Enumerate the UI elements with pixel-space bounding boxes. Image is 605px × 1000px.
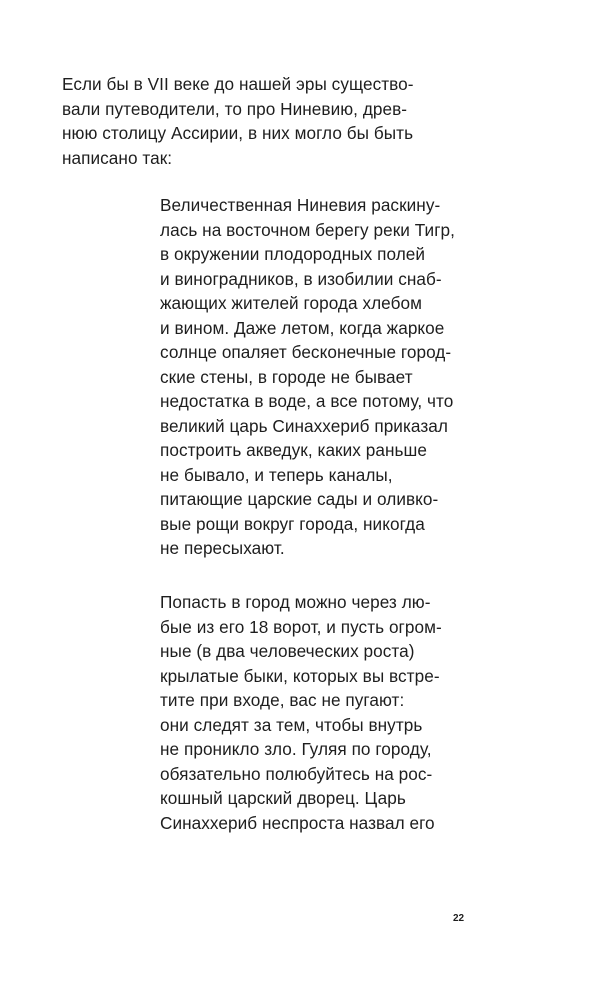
text-line: вали путеводители, то про Ниневию, древ- bbox=[62, 98, 408, 119]
text-line: жающих жителей города хлебом bbox=[160, 293, 422, 313]
text-line: и вином. Даже летом, когда жаркое bbox=[160, 317, 445, 338]
page-number: 22 bbox=[453, 913, 465, 924]
text-line: вые рощи вокруг города, никогда bbox=[160, 513, 425, 534]
text-line: не пересыхают. bbox=[160, 538, 285, 558]
text-line: великий царь Синаххериб приказал bbox=[160, 415, 448, 436]
quote-paragraph-1 bbox=[160, 193, 480, 561]
intro-paragraph bbox=[62, 72, 482, 170]
text-line: кошный царский дворец. Царь bbox=[160, 788, 406, 808]
quote-paragraph-2 bbox=[160, 590, 480, 835]
text-line: написано так: bbox=[62, 147, 173, 168]
text-line: лась на восточном берегу реки Тигр, bbox=[160, 219, 455, 240]
text-line: не проникло зло. Гуляя по городу, bbox=[160, 739, 432, 759]
text-line: нюю столицу Ассирии, в них могло бы быть bbox=[62, 123, 414, 143]
text-line: в окружении плодородных полей bbox=[160, 244, 426, 264]
text-line: Попасть в город можно через лю- bbox=[160, 592, 431, 612]
text-line: Если бы в VII веке до нашей эры существо- bbox=[62, 74, 414, 94]
text-line: не бывало, и теперь каналы, bbox=[160, 464, 393, 485]
text-line: ные (в два человеческих роста) bbox=[160, 641, 415, 661]
text-line: ские стены, в городе не бывает bbox=[160, 366, 413, 387]
text-line: крылатые быки, которых вы встре- bbox=[160, 665, 440, 686]
text-line: питающие царские сады и оливко- bbox=[160, 489, 439, 509]
text-line: они следят за тем, чтобы внутрь bbox=[160, 714, 423, 735]
text-line: бые из его 18 ворот, и пусть огром- bbox=[160, 616, 442, 637]
text-line: и виноградников, в изобилии снаб- bbox=[160, 268, 442, 289]
text-line: обязательно полюбуйтесь на рос- bbox=[160, 763, 433, 784]
text-line: Величественная Ниневия раскину- bbox=[160, 195, 441, 215]
text-line: недостатка в воде, а все потому, что bbox=[160, 391, 454, 411]
text-line: тите при входе, вас не пугают: bbox=[160, 690, 405, 710]
text-line: солнце опаляет бесконечные город- bbox=[160, 342, 452, 362]
text-line: построить акведук, каких раньше bbox=[160, 440, 427, 460]
text-line: Синаххериб неспроста назвал его bbox=[160, 812, 435, 833]
